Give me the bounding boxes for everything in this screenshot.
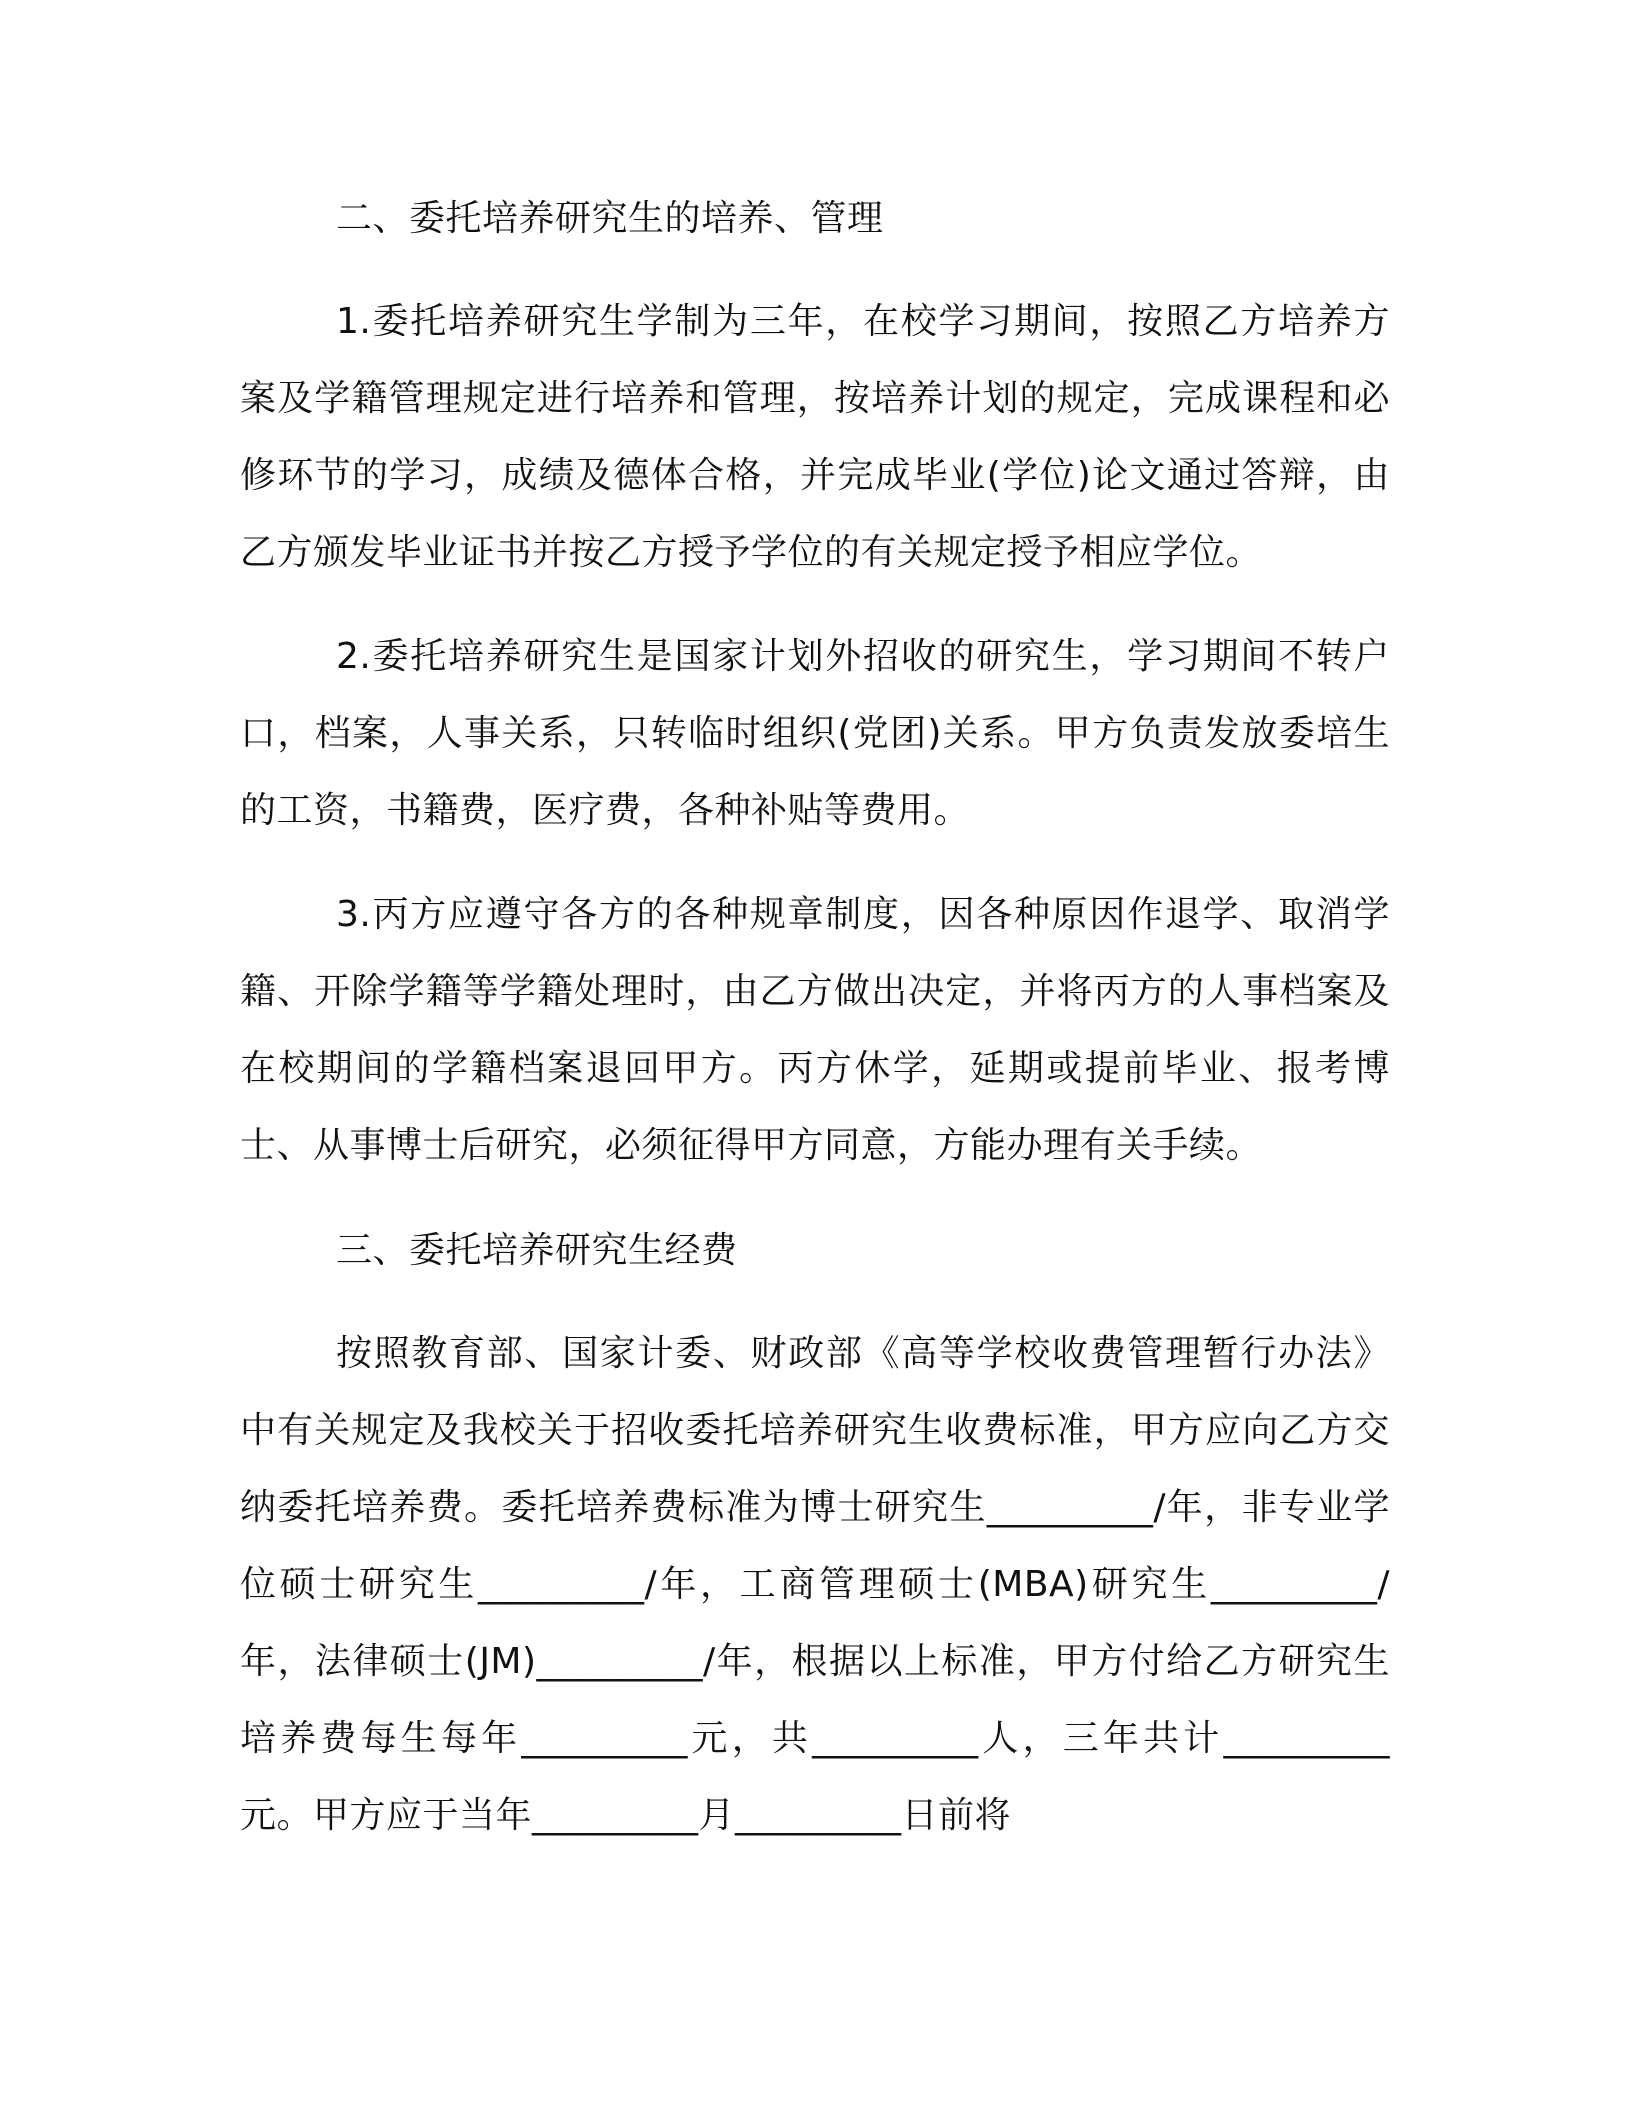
section-2-heading: 二、委托培养研究生的培养、管理 — [336, 198, 884, 239]
section-2-item-2: 2.委托培养研究生是国家计划外招收的研究生，学习期间不转户口，档案，人事关系，只转临时组织(党团)关系。甲方负责发放委培生的工资，书籍费，医疗费，各种补贴等费用。 — [240, 636, 1390, 831]
section-3-heading: 三、委托培养研究生经费 — [336, 1230, 738, 1271]
section-3-fees-paragraph: 按照教育部、国家计委、财政部《高等学校收费管理暂行办法》中有关规定及我校关于招收委托培养研究生收费标准，甲方应向乙方交纳委托培养费。委托培养费标准为博士研究生_________/年，非专业学位硕士研究生_________/年，工商管理硕士(MBA)研究生_________/年，法律硕士(JM)_________/年，根据以上标准，甲方付给乙方研究生培养费每生每年_________元，共_________人，三年共计_________元。甲方应于当年_________月_________日前将 — [240, 1333, 1390, 1836]
section-2-item-1: 1.委托培养研究生学制为三年，在校学习期间，按照乙方培养方案及学籍管理规定进行培养和管理，按培养计划的规定，完成课程和必修环节的学习，成绩及德体合格，并完成毕业(学位)论文通过答辩，由乙方颁发毕业证书并按乙方授予学位的有关规定授予相应学位。 — [240, 301, 1390, 573]
section-2-item-3: 3.丙方应遵守各方的各种规章制度，因各种原因作退学、取消学籍、开除学籍等学籍处理时，由乙方做出决定，并将丙方的人事档案及在校期间的学籍档案退回甲方。丙方休学，延期或提前毕业、报考博士、从事博士后研究，必须征得甲方同意，方能办理有关手续。 — [240, 894, 1390, 1166]
